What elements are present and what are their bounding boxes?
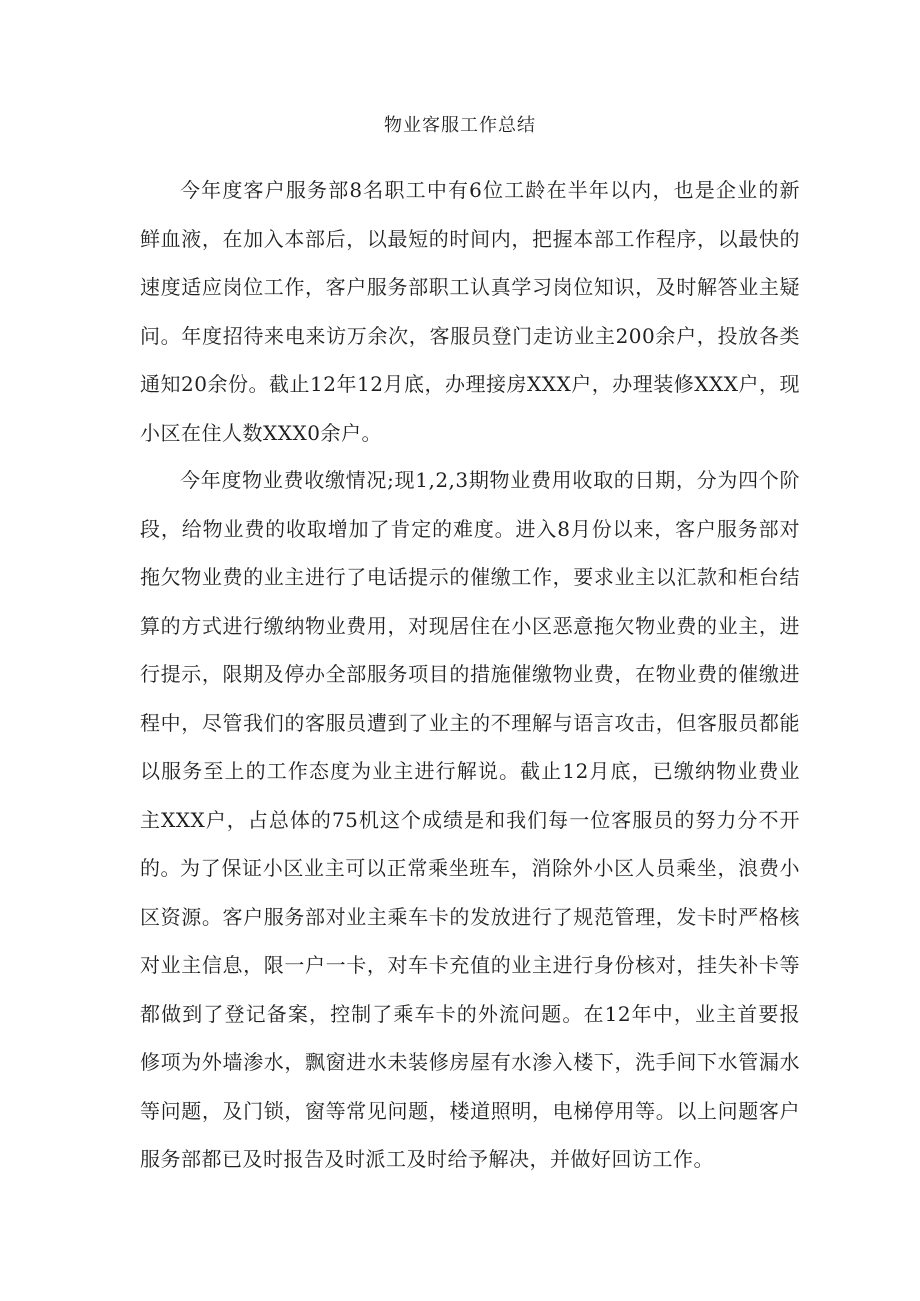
paragraph-property-fee-collection: 今年度物业费收缴情况;现1,2,3期物业费用收取的日期，分为四个阶段，给物业费的收取增加了肯定的难度。进入8月份以来，客户服务部对拖欠物业费的业主进行了电话提示的催缴工作，要求业主以汇款和柜台结算的方式进行缴纳物业费用，对现居住在小区恶意拖欠物业费的业主，进行提示，限期及停办全部服务项目的措施催缴物业费，在物业费的催缴进程中，尽管我们的客服员遭到了业主的不理解与语言攻击，但客服员都能以服务至上的工作态度为业主进行解说。截止12月底，已缴纳物业费业主XXX户，占总体的75机这个成绩是和我们每一位客服员的努力分不开的。: [140, 468, 800, 880]
paragraph-shuttle-and-repairs: 为了保证小区业主可以正常乘坐班车，消除外小区人员乘坐，浪费小区资源。客户服务部对业主乘车卡的发放进行了规范管理，发卡时严格核对业主信息，限一户一卡，对车卡充值的业主进行身份核对，挂失补卡等都做到了登记备案，控制了乘车卡的外流问题。在12年中，业主首要报修项为外墙渗水，飘窗进水未装修房屋有水渗入楼下，洗手间下水管漏水等问题，及门锁，窗等常见问题，楼道照明，电梯停用等。以上问题客户服务部都已及时报告及时派工及时给予解决，并做好回访工作。: [140, 856, 800, 1171]
document-title: 物业客服工作总结: [384, 115, 536, 136]
paragraph-customer-service-staff: 今年度客户服务部8名职工中有6位工龄在半年以内，也是企业的新鲜血液，在加入本部后，以最短的时间内，把握本部工作程序，以最快的速度适应岗位工作，客户服务部职工认真学习岗位知识，及时解答业主疑问。年度招待来电来访万余次，客服员登门走访业主200余户，投放各类通知20余份。截止12年12月底，办理接房XXX户，办理装修XXX户，现小区在住人数XXX0余户。: [140, 178, 800, 445]
